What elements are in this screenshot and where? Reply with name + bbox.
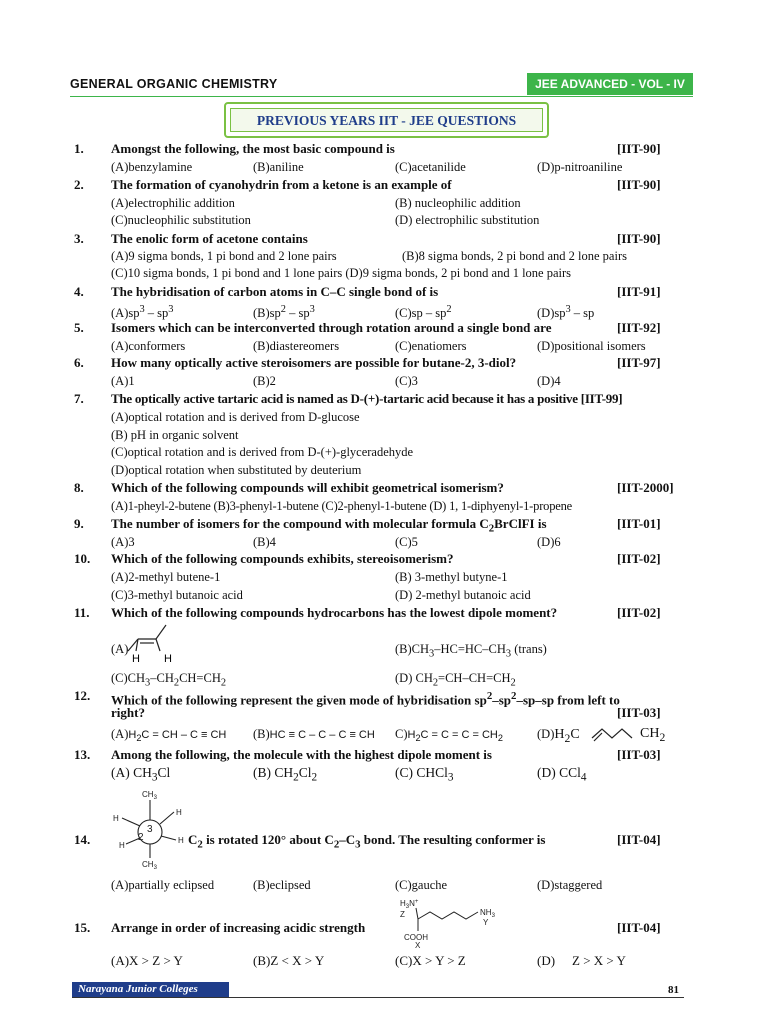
question-text: Which of the following compounds will exhibit geometrical isomerism?: [111, 480, 504, 495]
question-number: 4.: [74, 284, 84, 299]
option-d: (D): [537, 953, 556, 968]
question-number: 7.: [74, 391, 84, 406]
q14-newman-projection: [112, 788, 192, 870]
option-b: (B) $CH_2Cl_2$: [253, 765, 318, 784]
page-number: 81: [668, 984, 679, 996]
question-text: Which of the following compounds exhibits, stereoisomerism?: [111, 551, 454, 566]
q14-h-upper-left: H: [113, 814, 119, 823]
option-a: $(A)sp^3 - sp^3$: [111, 304, 174, 321]
option-d: (D)staggered: [537, 878, 603, 892]
option-c: $(C)sp - sp^2$: [395, 304, 452, 321]
question-number: 1.: [74, 141, 84, 156]
option-c: (C)nucleophilic substitution: [111, 213, 251, 227]
option-b: (B)eclipsed: [253, 878, 311, 892]
question-text: The enolic form of acetone contains: [111, 231, 308, 246]
option-b: (B) 3-methyl butyne-1: [395, 570, 508, 584]
option-c: (C)X > Y > Z: [395, 953, 466, 968]
question-text-line2: right?: [111, 705, 145, 720]
question-number: 3.: [74, 231, 84, 246]
volume-badge: JEE ADVANCED - VOL - IV: [527, 73, 693, 95]
option-b: (B)2: [253, 374, 276, 388]
q14-carbon-3: 3: [147, 824, 153, 835]
option-c: $(C)CH_3-CH_2CH=CH_2$: [111, 671, 227, 689]
option-a: (A)benzylamine: [111, 160, 193, 174]
q11-alkene-structure: [128, 625, 178, 665]
question-number: 9.: [74, 516, 84, 531]
exam-tag: [IIT-90]: [617, 177, 661, 192]
option-d: (D)optical rotation when substituted by deuterium: [111, 463, 362, 477]
question-number: 12.: [74, 688, 91, 703]
option-c: (C)enatiomers: [395, 339, 467, 353]
option-d-text: Z > X > Y: [572, 953, 626, 968]
section-banner-title: PREVIOUS YEARS IIT - JEE QUESTIONS: [230, 108, 543, 132]
option-a: (A) $CH_3Cl$: [111, 765, 171, 784]
option-d: (D) $CH_2=CH-CH=CH_2$: [395, 671, 516, 689]
exam-tag: [IIT-02]: [617, 551, 661, 566]
option-b: (B)8 sigma bonds, 2 pi bond and 2 lone pairs: [402, 249, 627, 263]
option-a: (A)X > Z > Y: [111, 953, 183, 968]
exam-tag: [IIT-2000]: [617, 480, 674, 495]
option-a: (A)2-methyl butene-1: [111, 570, 221, 584]
q15-z-label: Z: [400, 910, 405, 919]
option-a: (A)3: [111, 535, 135, 549]
q14-ch3-bottom: $CH_3$: [142, 860, 157, 871]
q14-h-lower-right: H: [178, 836, 184, 845]
option-d: (D)positional isomers: [537, 339, 646, 353]
option-a: (A)partially eclipsed: [111, 878, 215, 892]
question-text: The hybridisation of carbon atoms in C–C single bond of is: [111, 284, 439, 299]
college-name: Narayana Junior Colleges: [72, 982, 229, 997]
question-text: Arrange in order of increasing acidic strength: [111, 920, 366, 935]
q11-h-left: H: [132, 653, 140, 665]
option-b: (B)aniline: [253, 160, 304, 174]
option-a: (A)9 sigma bonds, 1 pi bond and 2 lone pairs: [111, 249, 337, 263]
q11-h-right: H: [164, 653, 172, 665]
option-c: (C)acetanilide: [395, 160, 466, 174]
question-number: 6.: [74, 355, 84, 370]
question-number: 13.: [74, 747, 91, 762]
header-rule: [70, 96, 693, 97]
q15-amino-acid-structure: [394, 897, 504, 949]
option-c: (C) CHCl$_3$: [395, 765, 454, 784]
option-b: (B)diastereomers: [253, 339, 340, 353]
option-c: (C)3-methyl butanoic acid: [111, 588, 243, 602]
subject-title: GENERAL ORGANIC CHEMISTRY: [70, 77, 278, 91]
question-text: Which of the following compounds hydrocarbons has the lowest dipole moment?: [111, 605, 558, 620]
exam-tag: [IIT-04]: [617, 920, 661, 935]
option-b: (B) pH in organic solvent: [111, 428, 239, 442]
q15-x-label: X: [415, 941, 421, 950]
option-a: (A)1: [111, 374, 135, 388]
option-c: $C)H_2C = C = C = CH_2$: [395, 727, 503, 744]
option-c-d: (C)10 sigma bonds, 1 pi bond and 1 lone pairs (D)9 sigma bonds, 2 pi bond and 1 lone pairs: [111, 266, 572, 280]
option-d: (D) electrophilic substitution: [395, 213, 540, 227]
option-b: (B)HC ≡ C – C – C ≡ CH: [253, 727, 375, 741]
option-c: (C)optical rotation and is derived from D-(+)-glyceradehyde: [111, 445, 414, 459]
option-a: (A)electrophilic addition: [111, 196, 235, 210]
exam-tag: [IIT-90]: [617, 141, 661, 156]
option-a: $(A)H_2C$ = CH – C ≡ CH: [111, 727, 227, 744]
option-d: (D)6: [537, 535, 561, 549]
q12-chain-structure: [592, 726, 634, 742]
section-banner: [224, 102, 549, 138]
question-text: The formation of cyanohydrin from a ketone is an example of: [111, 177, 452, 192]
option-d: (D)4: [537, 374, 561, 388]
exam-tag: [IIT-04]: [617, 832, 661, 847]
question-number: 10.: [74, 551, 91, 566]
options-line: (A)1-pheyl-2-butene (B)3-phenyl-1-butene (C)2-phenyl-1-butene (D) 1, 1-diphyenyl-1-propene: [111, 499, 573, 513]
question-number: 2.: [74, 177, 84, 192]
question-text: Among the following, the molecule with the highest dipole moment is: [111, 747, 492, 762]
question-text: Which of the following represent the given mode of hybridisation $sp^2-sp^2-sp-sp$ from left to: [111, 690, 620, 708]
question-text: Amongst the following, the most basic compound is: [111, 141, 395, 156]
exam-tag: [IIT-02]: [617, 605, 661, 620]
exam-tag: [IIT-01]: [617, 516, 661, 531]
option-d: (D) CCl$_4$: [537, 765, 587, 784]
option-b: (B)Z < X > Y: [253, 953, 325, 968]
exam-tag: [IIT-90]: [617, 231, 661, 246]
exam-tag: [IIT-03]: [617, 747, 661, 762]
option-c: (C)gauche: [395, 878, 448, 892]
question-number: 5.: [74, 320, 84, 335]
question-text: The optically active tartaric acid is named as D-(+)-tartaric acid because it has a positive [IIT-99]: [111, 391, 623, 406]
question-number: 15.: [74, 920, 91, 935]
option-a: (A): [111, 642, 129, 656]
option-b: (B) nucleophilic addition: [395, 196, 521, 210]
exam-tag: [IIT-91]: [617, 284, 661, 299]
question-number: 8.: [74, 480, 84, 495]
question-text: $C_2$ is rotated 120° about $C_2-C_3$ bond. The resulting conformer is: [188, 832, 546, 851]
q15-nh3-right: $NH_3$: [480, 908, 495, 919]
question-text: How many optically active steroisomers are possible for butane-2, 3-diol?: [111, 355, 517, 370]
option-c: (C)3: [395, 374, 418, 388]
option-d: $(D)sp^3$ – sp: [537, 304, 595, 321]
option-d: (D)p-nitroaniline: [537, 160, 623, 174]
option-a: (A)conformers: [111, 339, 186, 353]
option-a: (A)optical rotation and is derived from D-glucose: [111, 410, 360, 424]
option-b: (B)4: [253, 535, 276, 549]
q15-y-label: Y: [483, 918, 489, 927]
option-b: $(B)sp^2 - sp^3$: [253, 304, 315, 321]
option-d-ch2: $CH_2$: [640, 726, 666, 744]
q15-cooh: COOH: [404, 933, 428, 942]
option-b: $(B)CH_3-HC=HC-CH_3$ (trans): [395, 642, 547, 660]
q14-ch3-top: $CH_3$: [142, 790, 157, 801]
q14-h-upper-right: H: [176, 808, 182, 817]
option-d: (D) 2-methyl butanoic acid: [395, 588, 531, 602]
question-text: Isomers which can be interconverted through rotation around a single bond are: [111, 320, 552, 335]
q14-h-lower-left: H: [119, 841, 125, 850]
option-d: $(D)H_2C$: [537, 727, 580, 745]
q14-carbon-2: 2: [138, 832, 144, 843]
question-text: The number of isomers for the compound with molecular formula $C_2BrClFI$ is: [111, 516, 547, 535]
exam-tag: [IIT-92]: [617, 320, 661, 335]
footer-rule: [72, 997, 684, 998]
exam-tag: [IIT-97]: [617, 355, 661, 370]
q15-nh3-left: $H_3N^+$: [400, 899, 419, 910]
question-number: 14.: [74, 832, 91, 847]
question-number: 11.: [74, 605, 90, 620]
exam-tag: [IIT-03]: [617, 705, 661, 720]
option-c: (C)5: [395, 535, 418, 549]
